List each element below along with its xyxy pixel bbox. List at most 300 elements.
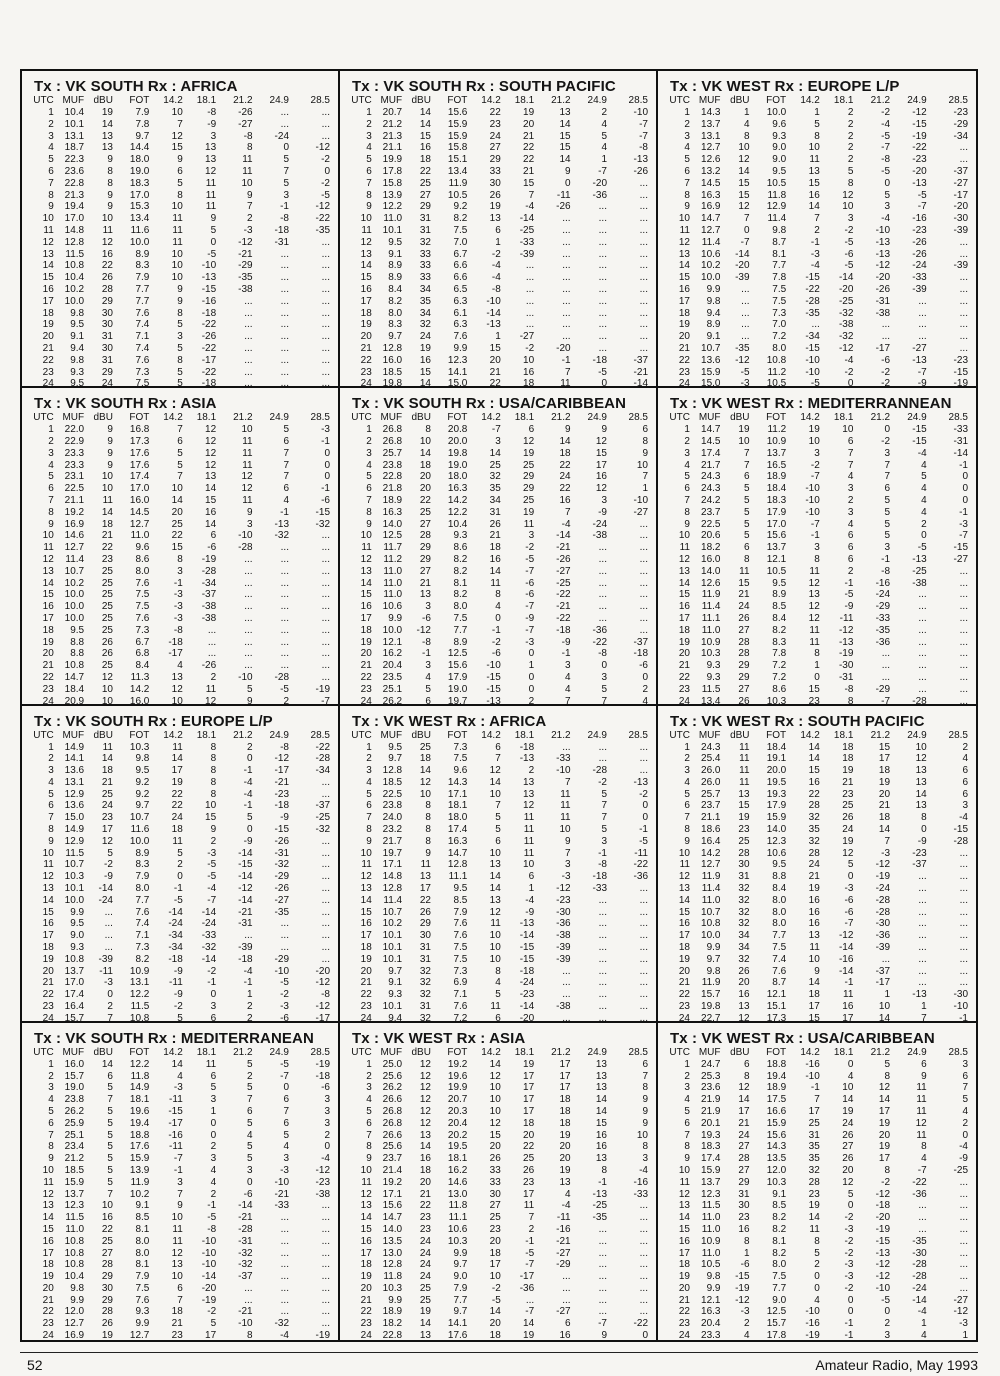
table-row — [346, 142, 648, 154]
table-cell: 18.0 — [447, 812, 468, 824]
table-cell: 20 — [419, 1176, 431, 1188]
table-cell: 7 — [528, 189, 535, 201]
table-cell: -24 — [519, 977, 535, 989]
table-cell: 15 — [738, 177, 750, 189]
table-cell: 5 — [177, 177, 183, 189]
table-cell: -12 — [735, 354, 750, 366]
table-cell: 4 — [743, 118, 750, 130]
table-cell: -12 — [315, 1164, 330, 1176]
table-cell: ... — [639, 295, 648, 307]
table-cell: ... — [244, 319, 253, 331]
table-row — [664, 237, 968, 249]
table-cell: -26 — [556, 201, 571, 213]
column-header: 28.5 — [948, 412, 968, 424]
table-cell: 7.3 — [453, 741, 468, 753]
table-cell: 7 — [247, 1094, 253, 1106]
table-cell: ... — [321, 1223, 330, 1235]
table-cell: 19 — [808, 424, 820, 436]
table-cell: 16 — [360, 601, 372, 613]
table-row — [346, 660, 648, 672]
table-cell: 22 — [523, 154, 535, 166]
table-cell: 4 — [921, 495, 927, 507]
table-row — [28, 883, 330, 895]
table-cell: 8.7 — [772, 977, 787, 989]
table-cell: 11.4 — [701, 883, 721, 895]
table-cell: 26 — [101, 648, 113, 660]
table-cell: ... — [562, 307, 571, 319]
table-cell: ... — [639, 589, 648, 601]
table-cell: 18.3 — [766, 495, 787, 507]
table-row — [664, 319, 968, 331]
table-cell: ... — [959, 1188, 968, 1200]
table-cell: -36 — [519, 1282, 535, 1294]
table-cell: 9.0 — [70, 930, 85, 942]
table-cell: ... — [639, 248, 648, 260]
table-cell: 11.9 — [701, 871, 721, 883]
table-cell: 22 — [42, 989, 54, 1001]
table-cell: 9.5 — [388, 236, 403, 248]
table-cell: 19 — [523, 506, 535, 518]
table-cell: 14 — [419, 1318, 431, 1330]
table-cell: 19.3 — [701, 1129, 721, 1141]
table-cell: ... — [244, 354, 253, 366]
table-cell: 23 — [678, 366, 690, 378]
table-cell: -36 — [912, 1188, 927, 1200]
table-cell: 5 — [247, 812, 253, 824]
table-cell: 12 — [523, 436, 535, 448]
table-cell: ... — [639, 518, 648, 530]
table-cell: -23 — [315, 1176, 330, 1188]
table-cell: 18 — [42, 1259, 54, 1271]
table-cell: 19 — [738, 424, 750, 436]
table-cell: 8 — [425, 824, 431, 836]
table-cell: -8 — [422, 636, 431, 648]
table-cell: 21 — [360, 660, 372, 672]
table-cell: -32 — [274, 1318, 289, 1330]
table-cell: -12 — [735, 1294, 750, 1306]
table-cell: -16 — [912, 213, 927, 225]
table-cell: ... — [321, 1235, 330, 1247]
table-cell: -15 — [953, 824, 968, 836]
table-cell: -5 — [280, 977, 289, 989]
table-cell: 15 — [678, 272, 690, 284]
table-cell: -4 — [959, 812, 968, 824]
table-cell: 9.5 — [772, 165, 787, 177]
table-cell: 29 — [419, 542, 431, 554]
table-cell: 5 — [684, 1105, 690, 1117]
table-cell: -9 — [104, 871, 113, 883]
table-cell: 8.3 — [135, 260, 150, 272]
table-cell: 27 — [738, 683, 750, 695]
table-cell: 22 — [419, 165, 431, 177]
table-cell: -17 — [168, 648, 183, 660]
table-cell: 5 — [684, 788, 690, 800]
table-cell: 18.5 — [382, 776, 403, 788]
table-cell: ... — [321, 530, 330, 542]
table-cell: 20.8 — [447, 424, 468, 436]
table-cell: -7 — [810, 471, 820, 483]
table-cell: 23 — [678, 1001, 690, 1013]
table-cell: 0 — [324, 459, 330, 471]
table-cell: 18 — [559, 1117, 571, 1129]
table-cell: 2 — [366, 1070, 372, 1082]
table-cell: 11 — [172, 236, 183, 248]
table-cell: 25 — [101, 565, 113, 577]
table-cell: 13 — [360, 248, 372, 260]
table-row — [664, 1118, 968, 1130]
table-cell: 4 — [495, 977, 501, 989]
table-cell: ... — [639, 177, 648, 189]
table-cell: -27 — [556, 565, 571, 577]
table-cell: -5 — [810, 378, 820, 389]
table-cell: 23 — [171, 1330, 183, 1340]
table-cell: 9.2 — [135, 788, 150, 800]
table-cell: 12.7 — [701, 224, 721, 236]
table-cell: 11.5 — [701, 683, 721, 695]
table-cell: 8.9 — [453, 636, 468, 648]
table-cell: 11 — [916, 1129, 927, 1141]
table-cell: 12.7 — [701, 859, 721, 871]
table-row — [28, 225, 330, 237]
column-header: 24.9 — [269, 412, 289, 424]
table-row — [28, 977, 330, 989]
table-cell: 8.1 — [135, 1259, 150, 1271]
table-cell: -12 — [315, 142, 330, 154]
table-row — [346, 1330, 648, 1340]
table-cell: ... — [280, 1235, 289, 1247]
table-cell: -9 — [173, 965, 183, 977]
table-cell: 22 — [678, 354, 690, 366]
table-cell: 4 — [283, 495, 289, 507]
table-cell: 19.8 — [701, 1001, 721, 1013]
table-cell: 7 — [565, 506, 571, 518]
table-cell: 21 — [738, 1117, 750, 1129]
table-cell: 10.0 — [64, 894, 85, 906]
table-cell: 3 — [366, 447, 372, 459]
table-row — [346, 696, 648, 706]
table-cell: -26 — [556, 554, 571, 566]
table-cell: 15 — [678, 1223, 690, 1235]
table-cell: -8 — [844, 683, 854, 695]
table-cell: 12 — [842, 189, 854, 201]
table-cell: 4 — [921, 459, 927, 471]
table-cell: -37 — [875, 965, 891, 977]
table-cell: ... — [280, 1223, 289, 1235]
table-cell: -1 — [173, 1164, 183, 1176]
table-cell: 21.7 — [382, 835, 403, 847]
table-cell: ... — [598, 272, 607, 284]
table-cell: 14 — [915, 788, 927, 800]
table-row — [664, 424, 968, 436]
table-row — [28, 519, 330, 531]
table-cell: 24 — [738, 1129, 750, 1141]
table-cell: 7.9 — [453, 906, 468, 918]
table-cell: 14 — [489, 776, 501, 788]
table-cell: 21 — [171, 1318, 183, 1330]
table-row — [28, 954, 330, 966]
column-header: UTC — [33, 412, 54, 424]
table-cell: ... — [918, 624, 927, 636]
table-cell: -7 — [207, 894, 217, 906]
table-cell: -4 — [810, 260, 820, 272]
table-cell: ... — [959, 660, 968, 672]
table-cell: 9.9 — [706, 1282, 721, 1294]
table-cell: ... — [918, 953, 927, 965]
table-cell: -7 — [525, 601, 535, 613]
table-cell: -13 — [486, 695, 501, 706]
table-cell: 16 — [808, 894, 820, 906]
table-row — [664, 471, 968, 483]
table-cell: 17 — [878, 753, 891, 765]
table-cell: -10 — [805, 1306, 820, 1318]
table-cell: ... — [881, 319, 891, 331]
table-cell: 6 — [210, 1070, 217, 1082]
table-cell: -2 — [844, 366, 854, 378]
table-cell: 32 — [419, 236, 431, 248]
table-cell: 10.0 — [64, 295, 85, 307]
table-cell: ... — [280, 319, 289, 331]
table-cell: 8.1 — [135, 1223, 150, 1235]
table-cell: -38 — [201, 601, 217, 613]
table-cell: 29 — [101, 295, 113, 307]
table-cell: 5 — [210, 1318, 217, 1330]
table-cell: -12 — [875, 1188, 891, 1200]
table-cell: 9 — [601, 424, 607, 436]
table-cell: 11.8 — [767, 189, 787, 201]
table-cell: 5 — [684, 154, 690, 166]
table-cell: 8.6 — [453, 542, 468, 554]
table-cell: 11.7 — [383, 542, 403, 554]
table-cell: 7.9 — [135, 272, 150, 284]
table-cell: 7.2 — [772, 660, 787, 672]
table-row — [28, 1153, 330, 1165]
table-cell: 7.6 — [453, 331, 468, 343]
table-row — [346, 1071, 648, 1083]
header-row — [346, 95, 648, 107]
table-cell: 22 — [489, 107, 501, 118]
table-cell: ... — [321, 942, 330, 954]
table-cell: 12 — [101, 835, 113, 847]
table-cell: ... — [562, 1282, 571, 1294]
table-cell: 9.0 — [772, 1294, 787, 1306]
table-cell: 8 — [48, 189, 54, 201]
table-cell: -15 — [274, 824, 289, 836]
table-cell: ... — [639, 1294, 648, 1306]
table-row — [664, 1059, 968, 1071]
table-cell: 5 — [210, 224, 217, 236]
table-cell: 11.0 — [383, 577, 403, 589]
table-cell: 15.9 — [766, 1117, 787, 1129]
table-row — [28, 1106, 330, 1118]
table-cell: 13.4 — [129, 213, 150, 225]
table-cell: ... — [639, 189, 648, 201]
table-cell: 21 — [419, 1188, 431, 1200]
column-header: UTC — [669, 729, 690, 741]
table-cell: 19.2 — [447, 1058, 468, 1070]
table-cell: 15.7 — [766, 1318, 787, 1330]
table-cell: 7.1 — [135, 930, 150, 942]
table-cell: 19.6 — [447, 1070, 468, 1082]
table-cell: ... — [639, 1259, 648, 1271]
table-cell: -7 — [810, 518, 820, 530]
table-cell: 7 — [177, 118, 183, 130]
table-cell: 29 — [489, 154, 501, 166]
table-cell: 10.7 — [701, 342, 721, 354]
table-cell: 19 — [489, 201, 501, 213]
table-row — [346, 1212, 648, 1224]
table-cell: 17 — [678, 1247, 690, 1259]
column-header: FOT — [129, 412, 150, 424]
table-cell: 33 — [419, 260, 431, 272]
table-row — [346, 1306, 648, 1318]
table-cell: 17 — [523, 1082, 535, 1094]
table-row — [28, 424, 330, 436]
table-cell: 7 — [283, 165, 289, 177]
table-cell: 10 — [842, 201, 854, 213]
column-header: FOT — [129, 95, 150, 106]
table-cell: 15 — [171, 142, 183, 154]
table-cell: 23.3 — [701, 1330, 721, 1340]
table-cell: 10.0 — [64, 613, 85, 624]
table-cell: -6 — [525, 577, 535, 589]
table-cell: 13.1 — [64, 776, 85, 788]
header-row — [28, 730, 330, 742]
table-cell: 12 — [678, 554, 690, 566]
table-cell: ... — [639, 741, 648, 753]
table-cell: 13.5 — [766, 1153, 787, 1165]
table-cell: 16 — [808, 906, 820, 918]
table-cell: -4 — [561, 518, 571, 530]
table-cell: 17.1 — [382, 1188, 403, 1200]
table-cell: 1 — [814, 107, 820, 118]
table-cell: -14 — [98, 883, 113, 895]
table-cell: -37 — [633, 636, 648, 648]
table-cell: 11.1 — [448, 1212, 468, 1224]
table-row — [346, 989, 648, 1001]
table-cell: 12 — [419, 1082, 431, 1094]
table-row — [28, 296, 330, 308]
table-cell: 23 — [42, 683, 54, 695]
table-cell: 24 — [678, 378, 690, 389]
table-cell: 12 — [595, 436, 607, 448]
column-header: UTC — [669, 1046, 690, 1058]
table-row — [346, 131, 648, 143]
table-cell: 1 — [642, 483, 648, 495]
table-cell: 24.0 — [382, 812, 403, 824]
table-cell: 14.7 — [701, 424, 721, 436]
table-cell: 14 — [171, 1058, 183, 1070]
table-cell: 10 — [171, 695, 183, 706]
table-cell: -18 — [592, 871, 607, 883]
table-cell: 8.2 — [453, 589, 468, 601]
column-header: dBU — [93, 412, 113, 424]
table-cell: ... — [321, 859, 330, 871]
table-cell: 13.0 — [447, 1188, 468, 1200]
table-cell: 5 — [107, 1117, 113, 1129]
table-cell: 20 — [489, 354, 501, 366]
table-cell: -29 — [274, 871, 289, 883]
table-cell: -4 — [243, 965, 253, 977]
table-cell: 19 — [523, 447, 535, 459]
table-cell: 10.3 — [766, 1176, 787, 1188]
table-cell: 12 — [878, 1082, 891, 1094]
table-cell: -3 — [844, 1223, 854, 1235]
table-cell: -1 — [810, 530, 820, 542]
table-cell: 15 — [738, 577, 750, 589]
table-cell: 23.7 — [382, 1153, 403, 1165]
table-cell: 15 — [360, 272, 372, 284]
table-cell: 10.9 — [701, 1235, 721, 1247]
table-cell: 9 — [210, 213, 217, 225]
table-cell: -2 — [207, 965, 217, 977]
table-cell: -13 — [912, 354, 927, 366]
table-cell: -12 — [238, 236, 253, 248]
table-cell: 8.0 — [135, 883, 150, 895]
table-cell: 1 — [684, 1058, 690, 1070]
table-cell: 12 — [738, 154, 750, 166]
table-cell: 12.0 — [766, 1164, 787, 1176]
table-cell: 25 — [523, 459, 535, 471]
table-cell: 9 — [684, 1153, 690, 1165]
table-cell: 7 — [565, 366, 571, 378]
table-cell: ... — [918, 671, 927, 683]
table-cell: 8 — [743, 130, 750, 142]
table-cell: 21 — [419, 577, 431, 589]
table-cell: ... — [639, 965, 648, 977]
table-cell: 15 — [42, 589, 54, 601]
table-cell: ... — [639, 1200, 648, 1212]
table-cell: ... — [598, 1247, 607, 1259]
table-cell: 30 — [101, 1282, 113, 1294]
table-cell: ... — [562, 236, 571, 248]
table-cell: 15 — [738, 189, 750, 201]
table-cell: ... — [959, 883, 968, 895]
table-cell: 9 — [177, 1200, 183, 1212]
table-cell: 15 — [738, 800, 750, 812]
table-cell: -2 — [491, 1282, 501, 1294]
table-cell: 9 — [642, 1117, 648, 1129]
table-cell: 19 — [523, 1058, 535, 1070]
table-cell: 14 — [101, 118, 113, 130]
table-cell: 12 — [101, 671, 113, 683]
table-row — [664, 613, 968, 625]
table-cell: 14.1 — [64, 753, 85, 765]
table-row — [664, 507, 968, 519]
table-cell: 10.3 — [701, 648, 721, 660]
table-cell: 10 — [678, 530, 690, 542]
table-cell: 0 — [107, 989, 113, 1001]
table-cell: 17 — [205, 1330, 217, 1340]
table-cell: 0 — [884, 424, 891, 436]
table-cell: 11.4 — [65, 554, 85, 566]
table-cell: 13 — [419, 589, 431, 601]
table-cell: ... — [918, 636, 927, 648]
table-cell: 8.7 — [772, 236, 787, 248]
table-cell: 21 — [489, 530, 501, 542]
column-header: 14.2 — [163, 729, 183, 741]
table-cell: ... — [562, 213, 571, 225]
table-cell: 13.6 — [64, 800, 85, 812]
table-cell: 29 — [738, 660, 750, 672]
table-cell: 14.7 — [64, 671, 85, 683]
table-cell: 24 — [419, 1247, 431, 1259]
table-cell: ... — [280, 260, 289, 272]
table-cell: -2 — [491, 248, 501, 260]
table-cell: ... — [321, 130, 330, 142]
table-row — [28, 471, 330, 483]
table-cell: ... — [525, 1294, 535, 1306]
table-cell: 21 — [360, 342, 372, 354]
